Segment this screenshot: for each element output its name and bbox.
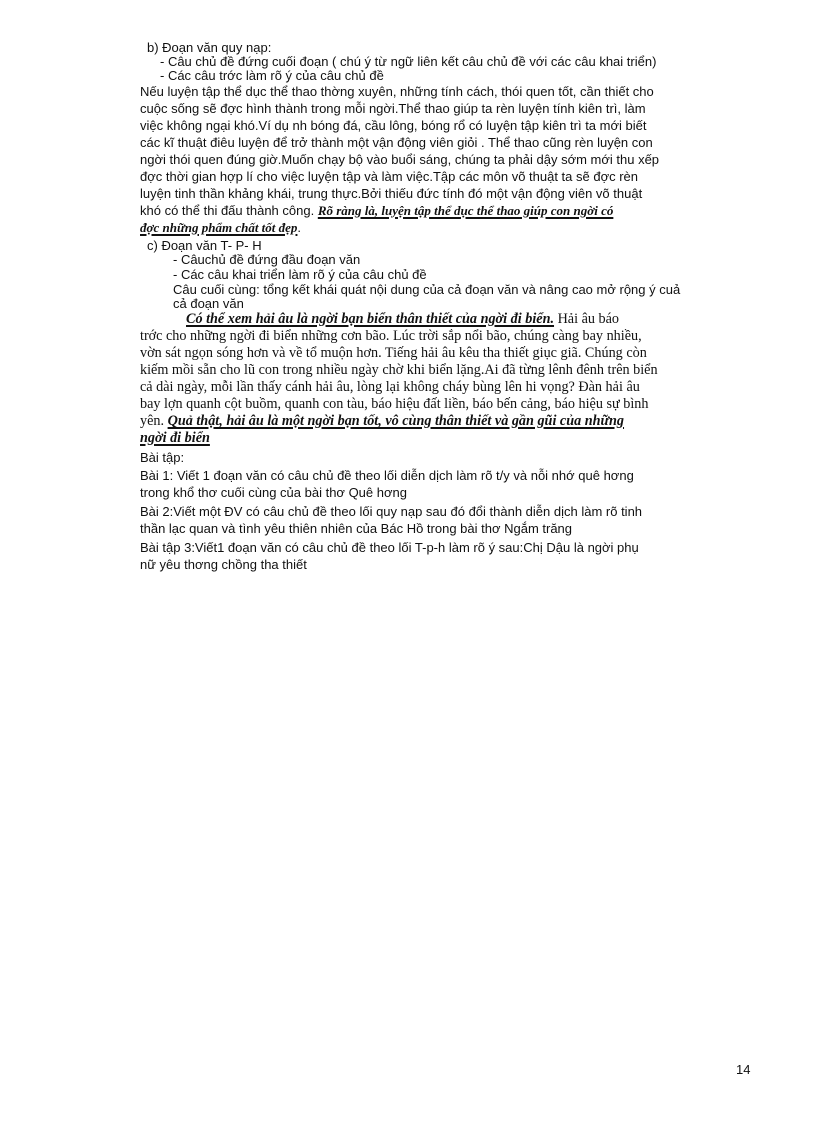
exercise-line: Bài 2:Viết một ĐV có câu chủ đề theo lối quy nạp sau đó đổi thành diễn dịch làm rõ tinh xyxy=(140,504,643,519)
section-b-para-last-line xyxy=(140,220,301,236)
section-c-para-last-line xyxy=(140,430,210,446)
section-c-heading: c) Đoạn văn T- P- H xyxy=(147,238,262,253)
section-b-heading: b) Đoạn văn quy nạp: xyxy=(147,40,272,55)
section-b-bullet-1: - Câu chủ đề đứng cuối đoạn ( chú ý từ ngữ liên kết câu chủ đề với các câu khai triển) xyxy=(160,54,657,69)
section-c-bullet-1: - Câuchủ đề đứng đầu đoạn văn xyxy=(173,252,361,267)
section-c-para-line: cả dài ngày, mỗi lần thấy cánh hải âu, lòng lại không cháy bùng lên hi vọng? Đàn hải âu xyxy=(140,379,640,395)
section-c-bullet-2: - Các câu khai triển làm rõ ý của câu chủ đề xyxy=(173,267,427,282)
section-c-para-line: kiếm mồi sẵn cho lũ con trong nhiều ngày chờ khi biển lặng.Ai đã từng lênh đênh trên biển xyxy=(140,362,658,378)
page-number: 14 xyxy=(736,1062,751,1077)
section-b-topic-sentence-cont: đợc những phẩm chất tốt đẹp xyxy=(140,220,298,235)
section-c-para-line: bay lợn quanh cột buồm, quanh con tàu, báo hiệu đất liền, báo bến cảng, báo hiệu sự bình xyxy=(140,396,649,412)
section-c-para-last-line xyxy=(140,413,624,429)
exercise-line: Bài tập 3:Viết1 đoạn văn có câu chủ đề theo lối T-p-h làm rõ ý sau:Chị Dậu là ngời phụ xyxy=(140,540,639,555)
section-b-para-last-line xyxy=(140,203,613,219)
section-b-para-line: luyện tinh thần khảng khái, trung thực.Bởi thiếu đức tính đó một vận động viên võ thuật xyxy=(140,186,643,201)
section-b-plain-text: khó có thể thi đấu thành công. xyxy=(140,203,318,218)
section-c-note-line: cả đoạn văn xyxy=(173,296,244,311)
section-c-conclusion-sentence: Quả thật, hải âu là một ngời bạn tốt, vô cùng thân thiết và gần gũi của những xyxy=(167,413,625,429)
section-c-para-first-line xyxy=(186,311,619,327)
section-b-para-line: cuộc sống sẽ đợc hình thành trong mỗi ngời.Thể thao giúp ta rèn luyện tính kiên trì, làm xyxy=(140,101,646,116)
exercises-heading: Bài tập: xyxy=(140,450,185,465)
section-c-conclusion-sentence-cont: ngời đi biển xyxy=(140,430,210,446)
section-b-para-line: ngời thói quen đúng giờ.Muốn chạy bộ vào buổi sáng, chúng ta phải dậy sớm mới thu xếp xyxy=(140,152,660,167)
section-b-bullet-2: - Các câu trớc làm rõ ý của câu chủ đề xyxy=(160,68,384,83)
section-b-para-line: các kĩ thuật điêu luyện để trở thành một vận động viên giỏi . Thể thao cũng rèn luyện con xyxy=(140,135,653,150)
exercise-line: Bài 1: Viết 1 đoạn văn có câu chủ đề theo lối diễn dịch làm rõ t/y và nỗi nhớ quê hơng xyxy=(140,468,634,483)
section-c-plain-text: yên. xyxy=(140,413,168,429)
section-b-period: . xyxy=(297,220,302,235)
section-b-para-line: Nếu luyện tập thể dục thể thao thờng xuyên, những tính cách, thói quen tốt, cần thiết cho xyxy=(140,84,654,99)
section-c-plain-text: Hải âu báo xyxy=(554,311,620,327)
exercise-line: thần lạc quan và tình yêu thiên nhiên của Bác Hồ trong bài thơ Ngắm trăng xyxy=(140,521,573,536)
section-b-topic-sentence: Rõ ràng là, luyện tập thể dục thể thao giúp con ngời có xyxy=(317,203,614,218)
exercise-line: nữ yêu thơng chồng tha thiết xyxy=(140,557,307,572)
section-c-para-line: trớc cho những ngời đi biển những cơn bão. Lúc trời sắp nổi bão, chúng càng bay nhiều, xyxy=(140,328,642,344)
section-c-note-line: Câu cuối cùng: tổng kết khái quát nội dung của cả đoạn văn và nâng cao mở rộng ý cuả xyxy=(173,282,681,297)
section-c-para-line: vờn sát ngọn sóng hơn và về tổ muộn hơn. Tiếng hải âu kêu tha thiết giục giã. Chúng còn xyxy=(140,345,647,361)
section-c-topic-sentence: Có thể xem hải âu là ngời bạn biển thân thiết của ngời đi biển. xyxy=(186,311,555,327)
exercise-line: trong khổ thơ cuối cùng của bài thơ Quê hơng xyxy=(140,485,407,500)
section-b-para-line: đợc thời gian hợp lí cho việc luyện tập và làm việc.Tập các môn võ thuật ta sẽ đợc rèn xyxy=(140,169,639,184)
section-b-para-line: việc không ngại khó.Ví dụ nh bóng đá, cầu lông, bóng rổ có luyện tập kiên trì ta mới biết xyxy=(140,118,647,133)
